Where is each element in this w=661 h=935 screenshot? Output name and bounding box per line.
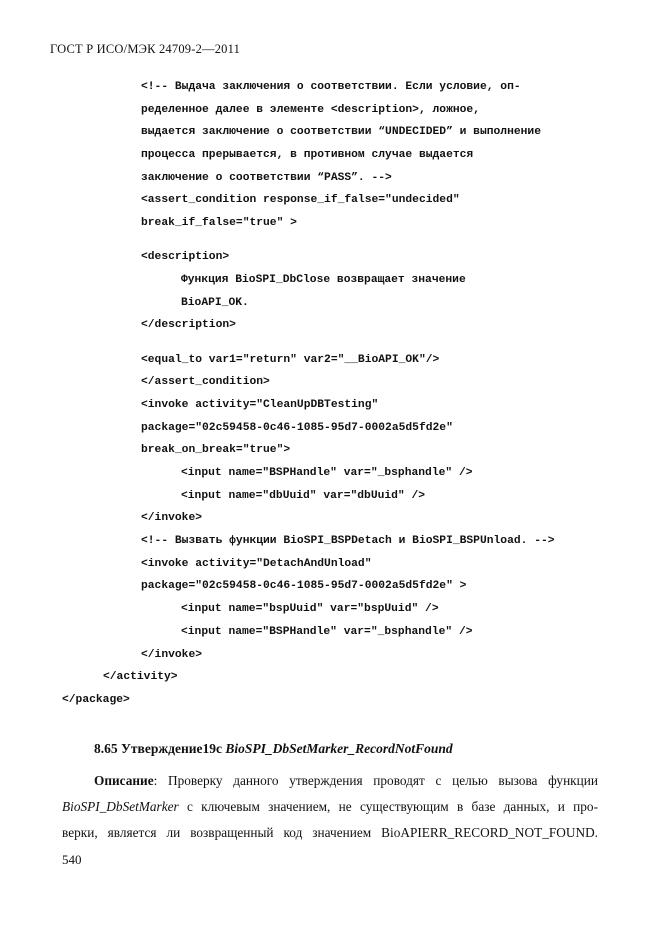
- code-line: BioAPI_OK.: [181, 296, 249, 309]
- section-assertion-name: BioSPI_DbSetMarker_RecordNotFound: [225, 741, 453, 756]
- code-line: <!-- Вызвать функции BioSPI_BSPDetach и BioSPI_BSPUnload. -->: [141, 535, 555, 548]
- code-line: <equal_to var1="return" var2="__BioAPI_OK"/>: [141, 353, 440, 366]
- code-line: заключение о соответствии “PASS”. -->: [141, 171, 392, 184]
- code-line: <input name="BSPHandle" var="_bsphandle" />: [181, 625, 473, 638]
- code-listing: [0, 76, 661, 712]
- code-line: break_on_break="true">: [141, 444, 291, 457]
- section-label: Утверждение19с: [121, 741, 222, 756]
- page-number: 540: [62, 852, 82, 867]
- code-line: <input name="dbUuid" var="dbUuid" />: [181, 489, 426, 502]
- code-line: <input name="bspUuid" var="bspUuid" />: [181, 603, 439, 616]
- code-line: </invoke>: [141, 512, 203, 525]
- code-line: процесса прерывается, в противном случае выдается: [141, 149, 474, 162]
- code-line: </description>: [141, 319, 236, 332]
- paragraph-line: [62, 794, 598, 820]
- section-number: 8.65: [94, 741, 118, 756]
- code-line: </activity>: [103, 671, 178, 684]
- code-line: <description>: [141, 251, 230, 264]
- code-line: выдается заключение о соответствии “UNDECIDED” и выполнение: [141, 126, 541, 139]
- code-line: <assert_condition response_if_false="undecided": [141, 194, 460, 207]
- code-line: package="02c59458-0c46-1085-95d7-0002a5d5fd2e" >: [141, 580, 467, 593]
- section-heading: [94, 741, 453, 757]
- code-line: ределенное далее в элементе <description>, ложное,: [141, 103, 480, 116]
- paragraph-line: [62, 768, 598, 794]
- code-line: Функция BioSPI_DbClose возвращает значение: [181, 274, 466, 286]
- code-line: </invoke>: [141, 648, 203, 661]
- code-line: <invoke activity="DetachAndUnload": [141, 557, 372, 570]
- description-paragraph: [62, 768, 598, 846]
- document-header: ГОСТ Р ИСО/МЭК 24709-2—2011: [50, 42, 241, 56]
- code-line: <input name="BSPHandle" var="_bsphandle" />: [181, 467, 473, 479]
- description-text: : Проверку данного утверждения проводят с целью вызова функции: [153, 773, 598, 788]
- code-line: <invoke activity="CleanUpDBTesting": [141, 398, 379, 411]
- code-spacer: [0, 235, 661, 247]
- description-label: Описание: [94, 773, 154, 788]
- code-line: </assert_condition>: [141, 376, 270, 389]
- description-text: с ключевым значением, не существующим в базе данных, и про-: [178, 799, 598, 814]
- function-name: BioSPI_DbSetMarker: [62, 799, 179, 814]
- code-spacer: [0, 337, 661, 349]
- code-line: <!-- Выдача заключения о соответствии. Если условие, оп-: [141, 81, 521, 93]
- paragraph-line: верки, является ли возвращенный код значением BioAPIERR_RECORD_NOT_FOUND.: [62, 825, 598, 840]
- code-line: </package>: [62, 693, 130, 706]
- code-line: package="02c59458-0c46-1085-95d7-0002a5d5fd2e": [141, 421, 453, 434]
- code-line: break_if_false="true" >: [141, 217, 297, 230]
